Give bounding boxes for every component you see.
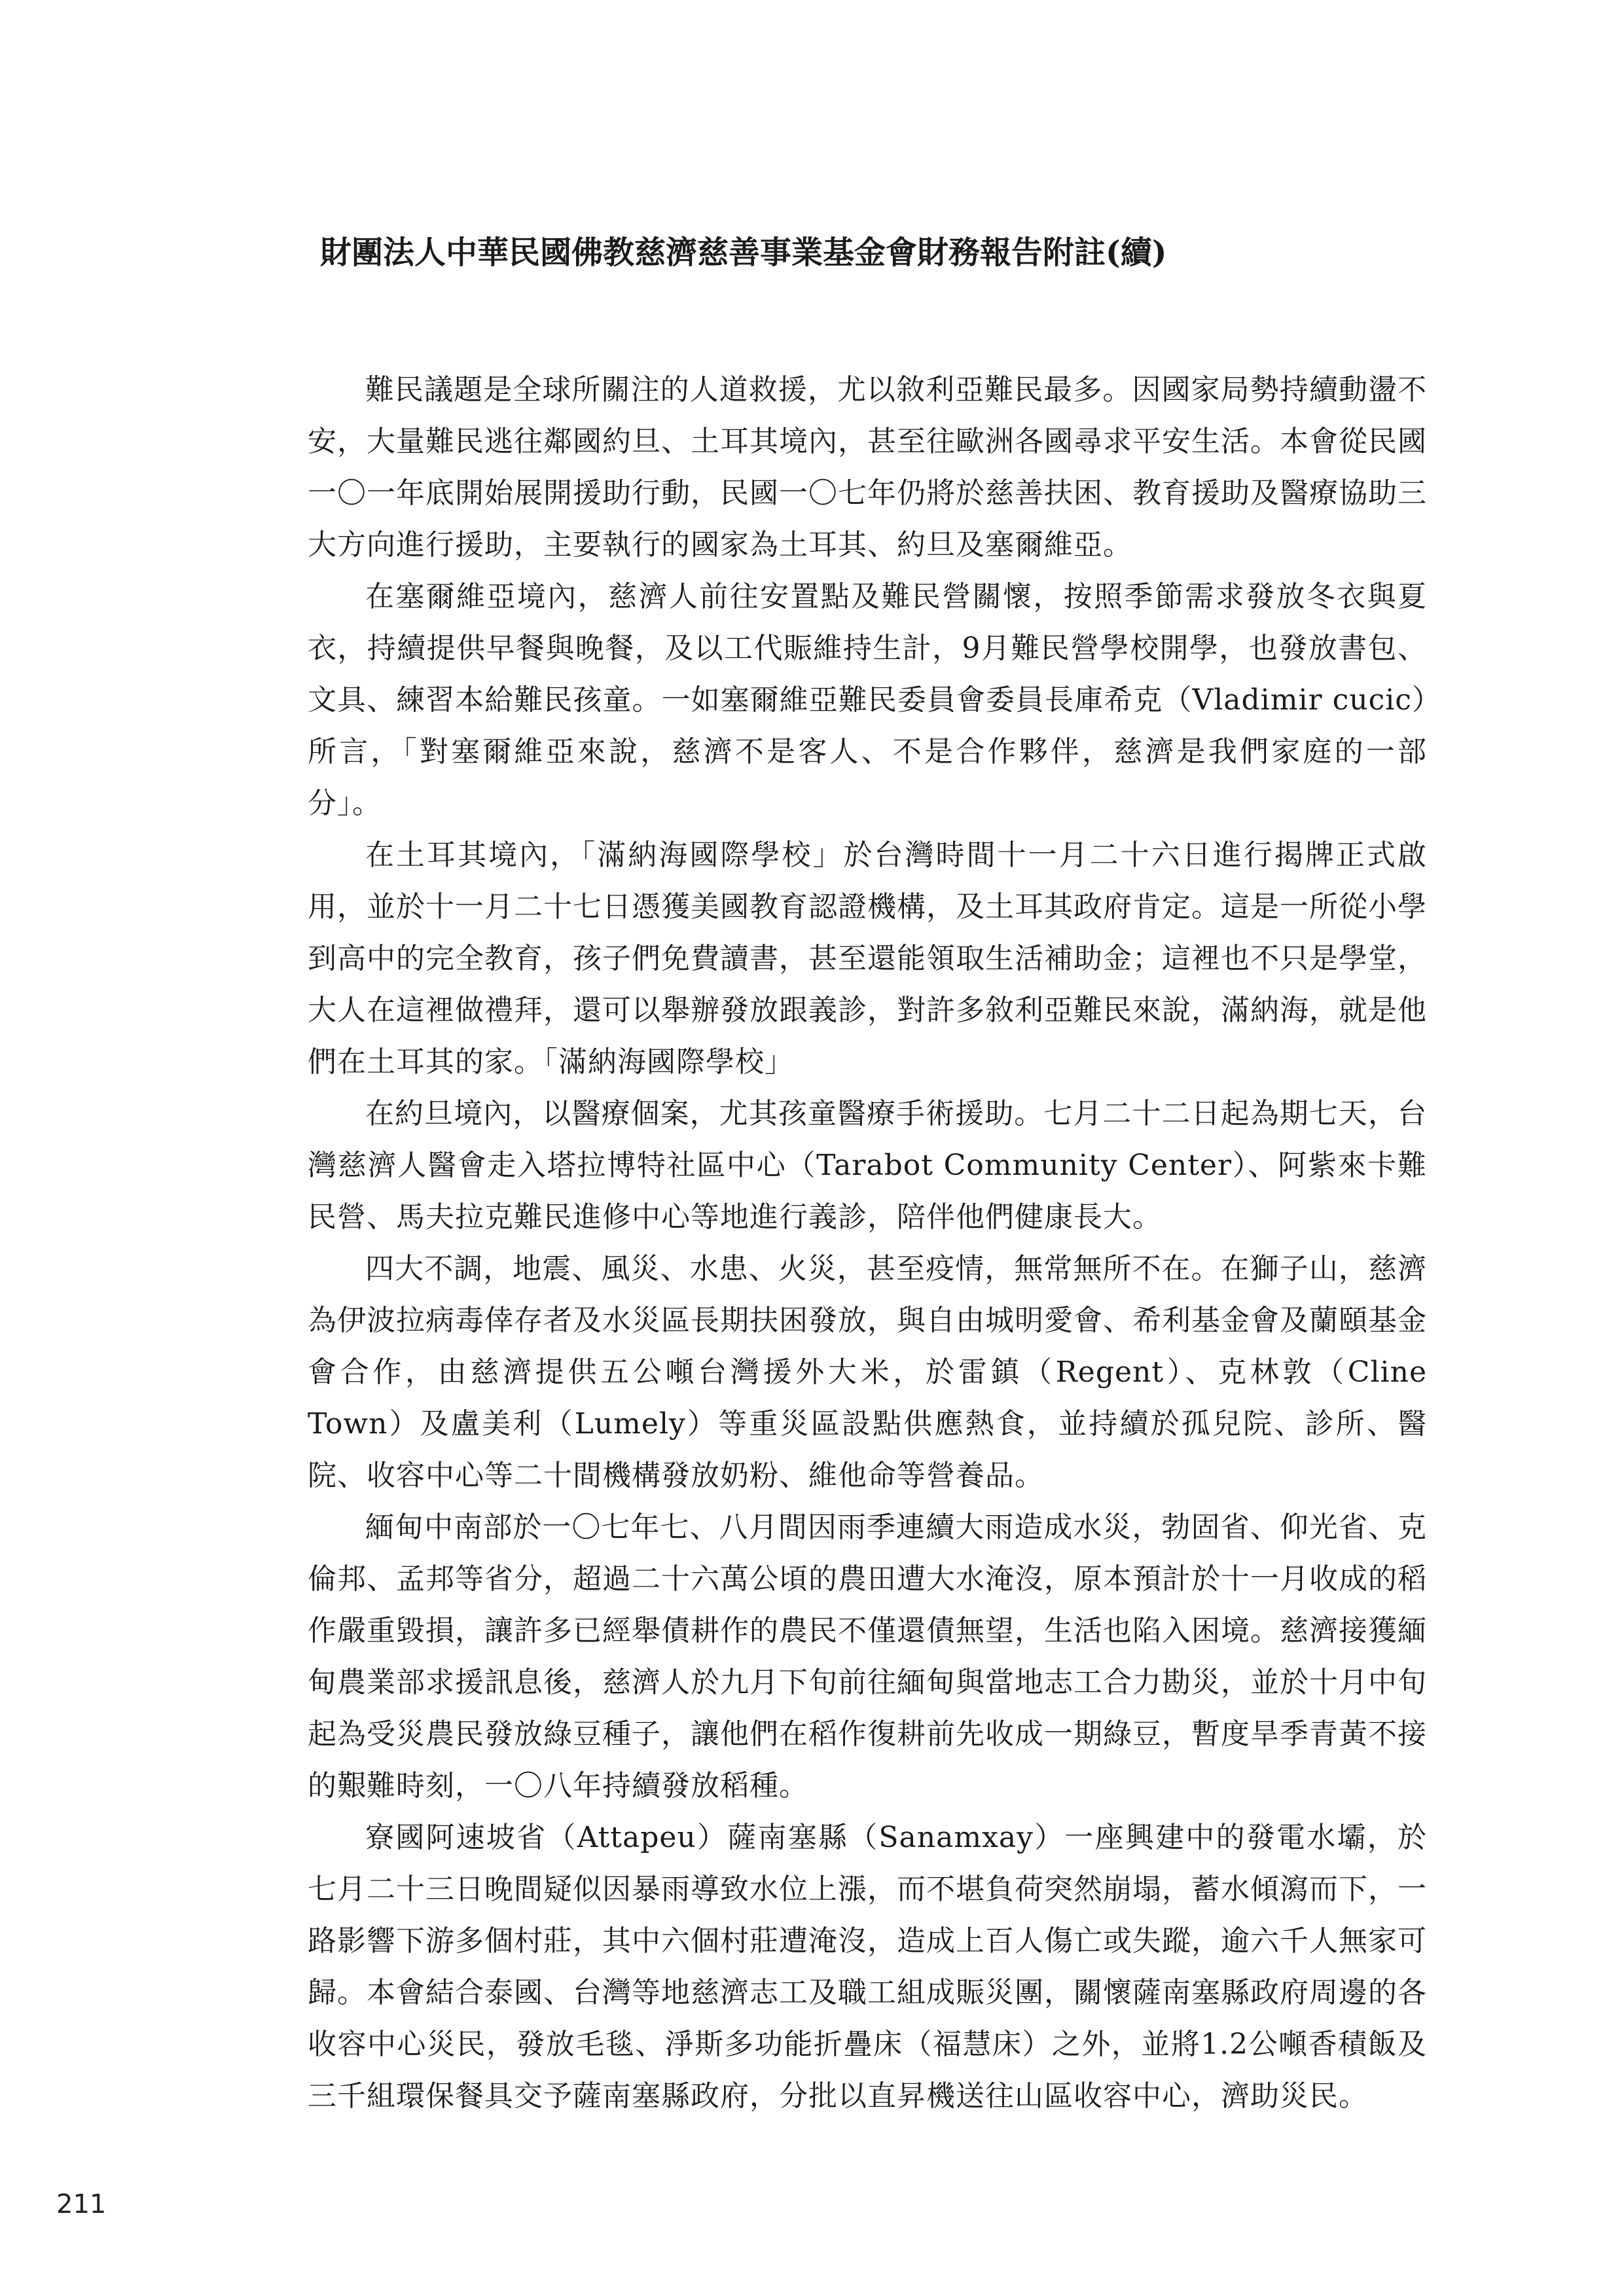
paragraph-myanmar: 緬甸中南部於一〇七年七、八月間因雨季連續大雨造成水災，勃固省、仰光省、克倫邦、孟邦等省分，超過二十六萬公頃的農田遭大水淹沒，原本預計於十一月收成的稻作嚴重毀損，讓許多已經舉債耕作的農民不僅還債無望，生活也陷入困境。慈濟接獲緬甸農業部求援訊息後，慈濟人於九月下旬前往緬甸與當地志工合力勘災，並於十月中旬起為受災農民發放綠豆種子，讓他們在稻作復耕前先收成一期綠豆，暫度旱季青黃不接的艱難時刻，一〇八年持續發放稻種。 [308, 1511, 1427, 1803]
report-body [308, 364, 1427, 2122]
paragraph-laos: 寮國阿速坡省（Attapeu）薩南塞縣（Sanamxay）一座興建中的發電水壩，於七月二十三日晚間疑似因暴雨導致水位上漲，而不堪負荷突然崩塌，蓄水傾瀉而下，一路影響下游多個村莊，其中六個村莊遭淹沒，造成上百人傷亡或失蹤，逾六千人無家可歸。本會結合泰國、台灣等地慈濟志工及職工組成賑災團，關懷薩南塞縣政府周邊的各收容中心災民，發放毛毯、淨斯多功能折疊床（福慧床）之外，並將1.2公噸香積飯及三千組環保餐具交予薩南塞縣政府，分批以直昇機送往山區收容中心，濟助災民。 [308, 1821, 1427, 2113]
paragraph-syrian-refugees: 難民議題是全球所關注的人道救援，尤以敘利亞難民最多。因國家局勢持續動盪不安，大量難民逃往鄰國約旦、土耳其境內，甚至往歐洲各國尋求平安生活。本會從民國一〇一年底開始展開援助行動，民國一〇七年仍將於慈善扶困、教育援助及醫療協助三大方向進行援助，主要執行的國家為土耳其、約旦及塞爾維亞。 [308, 373, 1427, 562]
paragraph-turkey: 在土耳其境內，「滿納海國際學校」於台灣時間十一月二十六日進行揭牌正式啟用，並於十一月二十七日憑獲美國教育認證機構，及土耳其政府肯定。這是一所從小學到高中的完全教育，孩子們免費讀書，甚至還能領取生活補助金；這裡也不只是學堂，大人在這裡做禮拜，還可以舉辦發放跟義診，對許多敘利亞難民來說，滿納海，就是他們在土耳其的家。「滿納海國際學校」 [308, 838, 1427, 1079]
page-number: 211 [56, 2189, 107, 2219]
paragraph-jordan: 在約旦境內，以醫療個案，尤其孩童醫療手術援助。七月二十二日起為期七天，台灣慈濟人醫會走入塔拉博特社區中心（Tarabot Community Center）、阿紫來卡難民營、馬夫拉克難民進修中心等地進行義診，陪伴他們健康長大。 [308, 1097, 1427, 1234]
paragraph-serbia: 在塞爾維亞境內，慈濟人前往安置點及難民營關懷，按照季節需求發放冬衣與夏衣，持續提供早餐與晚餐，及以工代賑維持生計，9月難民營學校開學，也發放書包、文具、練習本給難民孩童。一如塞爾維亞難民委員會委員長庫希克（Vladimir cucic）所言，「對塞爾維亞來說，慈濟不是客人、不是合作夥伴，慈濟是我們家庭的一部分」。 [308, 580, 1427, 820]
paragraph-sierra-leone: 四大不調，地震、風災、水患、火災，甚至疫情，無常無所不在。在獅子山，慈濟為伊波拉病毒倖存者及水災區長期扶困發放，與自由城明愛會、希利基金會及蘭頤基金會合作，由慈濟提供五公噸台灣援外大米，於雷鎮（Regent）、克林敦（Cline Town）及盧美利（Lumely）等重災區設點供應熱食，並持續於孤兒院、診所、醫院、收容中心等二十間機構發放奶粉、維他命等營養品。 [308, 1252, 1427, 1492]
page-title: 財團法人中華民國佛教慈濟慈善事業基金會財務報告附註(續) [320, 234, 1167, 271]
